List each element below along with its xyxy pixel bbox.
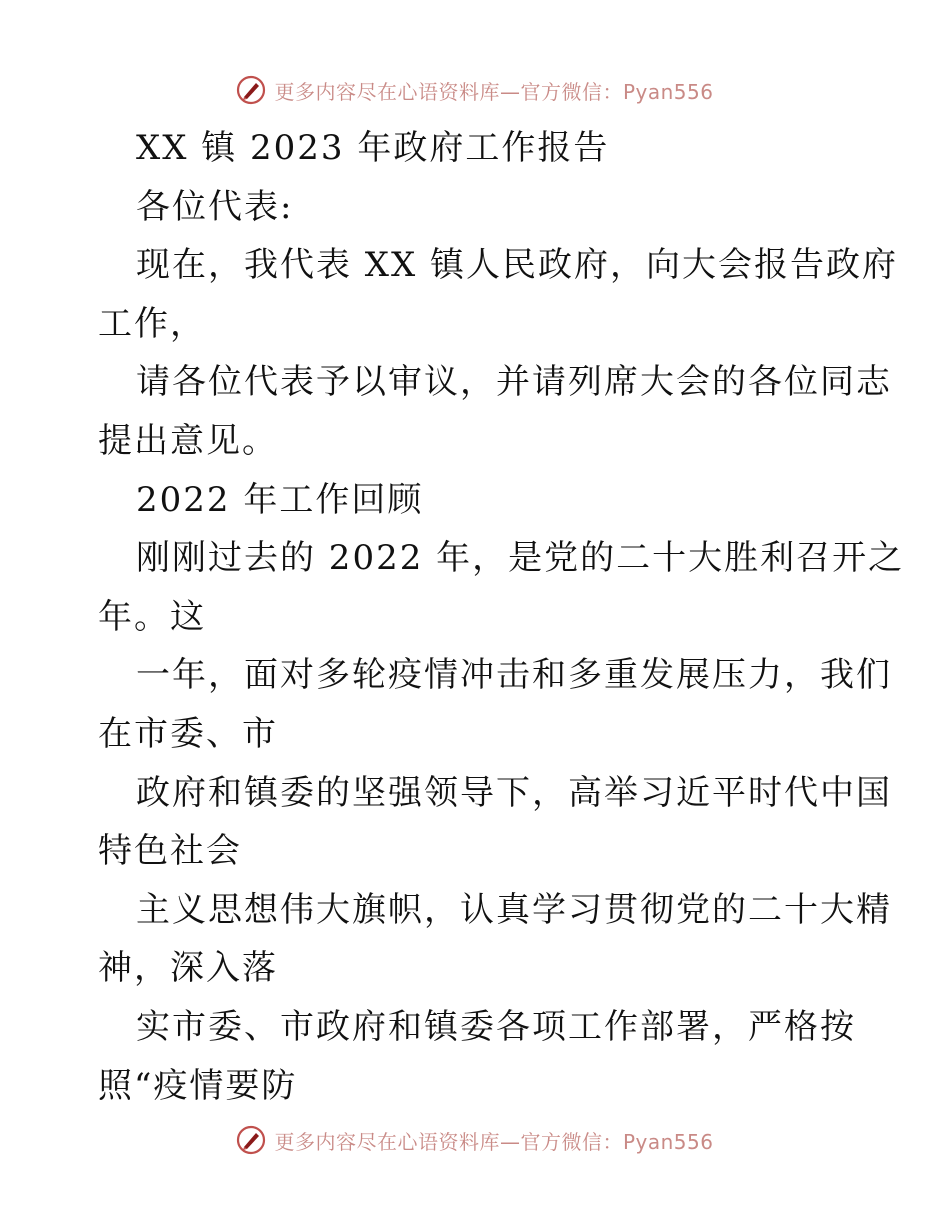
text-line: 提出意见。	[98, 420, 278, 461]
text-line: 年。这	[98, 596, 206, 637]
text-line: 在市委、市	[98, 713, 278, 754]
text-line: 神，深入落	[98, 948, 278, 989]
text-line: XX 镇 2023 年政府工作报告	[136, 128, 610, 168]
text-line: 各位代表:	[136, 186, 294, 227]
text-line: 一年，面对多轮疫情冲击和多重发展压力，我们	[136, 655, 892, 696]
text-line: 照“疫情要防	[98, 1065, 298, 1106]
text-line: 实市委、市政府和镇委各项工作部署，严格按	[136, 1006, 856, 1047]
text-line: 工作，	[98, 303, 206, 344]
watermark-text: 更多内容尽在心语资料库—官方微信：Pyan556	[274, 1129, 714, 1154]
text-line: 现在，我代表 XX 镇人民政府，向大会报告政府	[136, 245, 899, 286]
text-line: 2022 年工作回顾	[136, 479, 424, 520]
pen-logo-icon	[236, 1125, 266, 1155]
watermark-text: 更多内容尽在心语资料库—官方微信：Pyan556	[274, 79, 714, 104]
text-line: 特色社会	[98, 831, 242, 872]
document-body	[98, 119, 905, 1115]
text-line: 请各位代表予以审议，并请列席大会的各位同志	[136, 362, 892, 403]
pen-logo-icon	[236, 75, 266, 105]
text-line: 刚刚过去的 2022 年，是党的二十大胜利召开之	[136, 538, 905, 579]
footer-watermark	[0, 1120, 950, 1160]
text-line: 主义思想伟大旗帜，认真学习贯彻党的二十大精	[136, 889, 892, 930]
header-watermark	[0, 70, 950, 110]
text-line: 政府和镇委的坚强领导下，高举习近平时代中国	[136, 772, 892, 813]
